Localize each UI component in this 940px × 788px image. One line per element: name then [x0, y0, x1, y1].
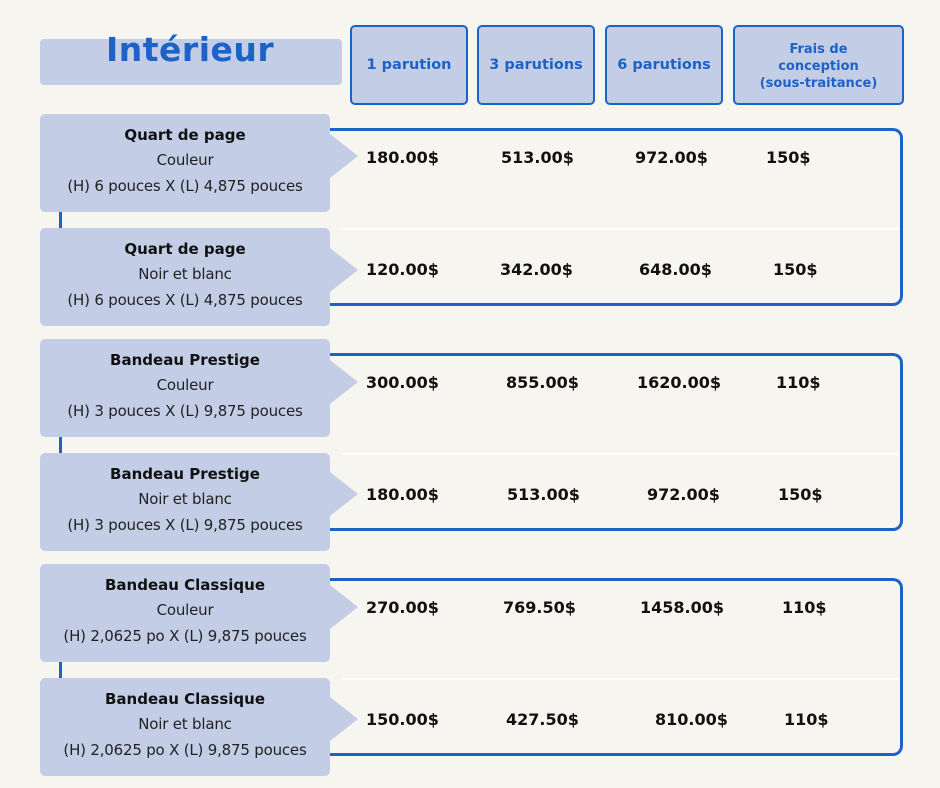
- row-name: Bandeau Classique: [104, 690, 266, 708]
- row-separator: [342, 228, 900, 230]
- price-1-parution: 180.00$: [366, 485, 439, 504]
- price-3-parutions: 855.00$: [506, 373, 579, 392]
- row-name: Quart de page: [124, 240, 246, 258]
- price-1-parution: 120.00$: [366, 260, 439, 279]
- row-label: [40, 564, 330, 662]
- price-3-parutions: 769.50$: [503, 598, 576, 617]
- row-color: Couleur: [156, 376, 214, 394]
- row-color: Couleur: [156, 601, 214, 619]
- row-size: (H) 6 pouces X (L) 4,875 pouces: [67, 291, 303, 309]
- row-label: [40, 339, 330, 437]
- row-size: (H) 2,0625 po X (L) 9,875 pouces: [63, 741, 307, 759]
- row-name: Bandeau Prestige: [110, 465, 260, 483]
- price-6-parutions: 810.00$: [655, 710, 728, 729]
- column-header-6-parutions: 6 parutions: [605, 25, 723, 105]
- row-label: [40, 678, 330, 776]
- price-1-parution: 150.00$: [366, 710, 439, 729]
- row-label: [40, 453, 330, 551]
- price-3-parutions: 513.00$: [501, 148, 574, 167]
- row-arrow: [330, 472, 358, 516]
- row-arrow: [330, 134, 358, 178]
- price-frais-conception: 150$: [773, 260, 818, 279]
- row-arrow: [330, 697, 358, 741]
- column-header-3-parutions: 3 parutions: [477, 25, 595, 105]
- row-name: Bandeau Classique: [104, 576, 266, 594]
- row-name: Bandeau Prestige: [110, 351, 260, 369]
- row-size: (H) 3 pouces X (L) 9,875 pouces: [67, 402, 303, 420]
- price-6-parutions: 972.00$: [635, 148, 708, 167]
- row-color: Noir et blanc: [138, 265, 232, 283]
- price-frais-conception: 150$: [778, 485, 823, 504]
- column-header-frais-conception: Frais de conception (sous-traitance): [733, 25, 904, 105]
- row-arrow: [330, 248, 358, 292]
- row-name: Quart de page: [124, 126, 246, 144]
- price-frais-conception: 110$: [784, 710, 829, 729]
- row-separator: [342, 678, 900, 680]
- row-label: [40, 228, 330, 326]
- price-6-parutions: 1458.00$: [640, 598, 725, 617]
- row-arrow: [330, 360, 358, 404]
- page-title: Intérieur: [106, 30, 275, 69]
- price-6-parutions: 648.00$: [639, 260, 712, 279]
- row-color: Noir et blanc: [138, 715, 232, 733]
- price-frais-conception: 150$: [766, 148, 811, 167]
- row-color: Noir et blanc: [138, 490, 232, 508]
- row-color: Couleur: [156, 151, 214, 169]
- price-frais-conception: 110$: [782, 598, 827, 617]
- price-3-parutions: 513.00$: [507, 485, 580, 504]
- price-1-parution: 300.00$: [366, 373, 439, 392]
- price-6-parutions: 1620.00$: [637, 373, 722, 392]
- price-frais-conception: 110$: [776, 373, 821, 392]
- price-1-parution: 270.00$: [366, 598, 439, 617]
- column-header-1-parution: 1 parution: [350, 25, 468, 105]
- row-size: (H) 3 pouces X (L) 9,875 pouces: [67, 516, 303, 534]
- price-3-parutions: 342.00$: [500, 260, 573, 279]
- row-separator: [342, 453, 900, 455]
- row-size: (H) 6 pouces X (L) 4,875 pouces: [67, 177, 303, 195]
- price-1-parution: 180.00$: [366, 148, 439, 167]
- row-label: [40, 114, 330, 212]
- price-6-parutions: 972.00$: [647, 485, 720, 504]
- price-3-parutions: 427.50$: [506, 710, 579, 729]
- row-arrow: [330, 585, 358, 629]
- row-size: (H) 2,0625 po X (L) 9,875 pouces: [63, 627, 307, 645]
